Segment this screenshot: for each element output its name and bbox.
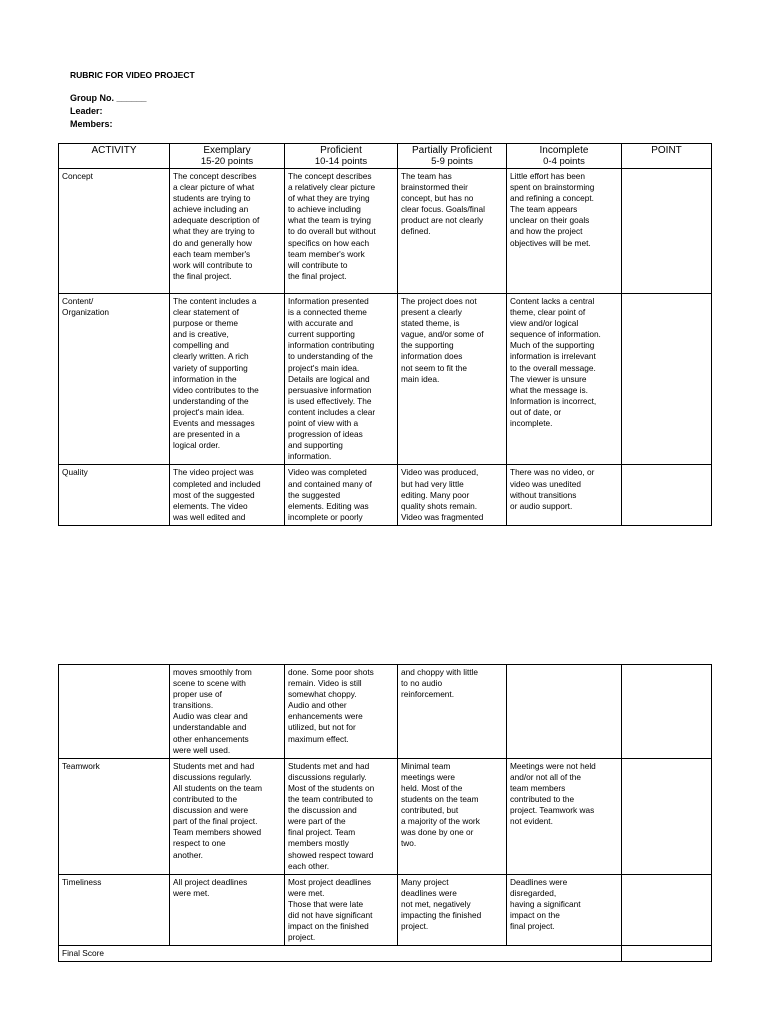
quality-proficient: Video was completed and contained many of the suggested elements. Editing was incomplete or poorly	[285, 465, 398, 525]
content-incomplete: Content lacks a central theme, clear point of view and/or logical sequence of information. Much of the supporting information is irrelevant to the overall message. The viewer is unsure what the message is. Information is incorrect, out of date, or incomplete.	[507, 294, 622, 465]
quality-partially-proficient: Video was produced, but had very little editing. Many poor quality shots remain. Video was fragmented	[398, 465, 507, 525]
header-partially-proficient-points: 5-9 points	[431, 156, 473, 167]
content-exemplary: The content includes a clear statement of purpose or theme and is creative, compelling and clearly written. A rich variety of supporting information in the video contributes to the understanding of the project's main idea. Events and messages are presented in a logical order.	[170, 294, 285, 465]
table-row	[59, 465, 712, 525]
content-point-cell[interactable]	[622, 294, 712, 465]
header-exemplary: Exemplary 15-20 points	[170, 144, 285, 169]
activity-quality: Quality	[59, 465, 170, 525]
timeliness-exemplary: All project deadlines were met.	[170, 874, 285, 946]
quality-incomplete-continued	[507, 665, 622, 759]
final-score-row	[59, 946, 712, 962]
content-proficient: Information presented is a connected theme with accurate and current supporting information contributing to understanding of the project's main idea. Details are logical and persuasive information is used effectively. The content includes a clear point of view with a progression of ideas and supporting information.	[285, 294, 398, 465]
quality-point-cell-continued[interactable]	[622, 665, 712, 759]
timeliness-incomplete: Deadlines were disregarded, having a significant impact on the final project.	[507, 874, 622, 946]
quality-partially-proficient-continued: and choppy with little to no audio reinforcement.	[398, 665, 507, 759]
table-row	[59, 665, 712, 759]
header-incomplete: Incomplete 0-4 points	[507, 144, 622, 169]
header-incomplete-points: 0-4 points	[543, 156, 585, 167]
quality-point-cell[interactable]	[622, 465, 712, 525]
header-proficient-points: 10-14 points	[314, 156, 368, 167]
header-point: POINT	[622, 144, 712, 169]
group-number-label: Group No. ______	[70, 93, 147, 103]
teamwork-point-cell[interactable]	[622, 758, 712, 874]
concept-point-cell[interactable]	[622, 169, 712, 294]
quality-exemplary: The video project was completed and included most of the suggested elements. The video was well edited and	[170, 465, 285, 525]
timeliness-point-cell[interactable]	[622, 874, 712, 946]
quality-proficient-continued: done. Some poor shots remain. Video is still somewhat choppy. Audio and other enhancements were utilized, but not for maximum effect.	[285, 665, 398, 759]
header-partially-proficient: Partially Proficient 5-9 points	[398, 144, 507, 169]
activity-content-organization: Content/ Organization	[59, 294, 170, 465]
table-row	[59, 169, 712, 294]
final-score-label: Final Score	[59, 946, 622, 962]
concept-partially-proficient: The team has brainstormed their concept, but has no clear focus. Goals/final product are not clearly defined.	[398, 169, 507, 294]
rubric-header-row	[59, 144, 712, 169]
leader-label: Leader:	[70, 106, 103, 116]
document-header	[70, 70, 195, 131]
concept-exemplary: The concept describes a clear picture of what students are trying to achieve including an adequate description of what they are trying to do and generally how each team member's work will contribute to the final project.	[170, 169, 285, 294]
header-proficient: Proficient 10-14 points	[285, 144, 398, 169]
activity-teamwork: Teamwork	[59, 758, 170, 874]
timeliness-partially-proficient: Many project deadlines were not met, negatively impacting the finished project.	[398, 874, 507, 946]
rubric-table-page-2	[58, 664, 712, 962]
teamwork-incomplete: Meetings were not held and/or not all of the team members contributed to the project. Teamwork was not evident.	[507, 758, 622, 874]
table-row	[59, 294, 712, 465]
teamwork-proficient: Students met and had discussions regularly. Most of the students on the team contributed to the discussion and were part of the final project. Team members mostly showed respect toward each other.	[285, 758, 398, 874]
table-row	[59, 874, 712, 946]
activity-concept: Concept	[59, 169, 170, 294]
header-exemplary-points: 15-20 points	[200, 156, 254, 167]
rubric-table-page-1	[58, 143, 712, 526]
concept-proficient: The concept describes a relatively clear picture of what they are trying to achieve including what the team is trying to do overall but without specifics on how each team member's work will contribute to the final project.	[285, 169, 398, 294]
quality-incomplete: There was no video, or video was unedited without transitions or audio support.	[507, 465, 622, 525]
teamwork-exemplary: Students met and had discussions regularly. All students on the team contributed to the discussion and were part of the final project. Team members showed respect to one another.	[170, 758, 285, 874]
table-row	[59, 758, 712, 874]
activity-quality-continued	[59, 665, 170, 759]
teamwork-partially-proficient: Minimal team meetings were held. Most of the students on the team contributed, but a majority of the work was done by one or two.	[398, 758, 507, 874]
final-score-value-cell[interactable]	[622, 946, 712, 962]
content-partially-proficient: The project does not present a clearly stated theme, is vague, and/or some of the supporting information does not seem to fit the main idea.	[398, 294, 507, 465]
header-activity: ACTIVITY	[59, 144, 170, 169]
activity-timeliness: Timeliness	[59, 874, 170, 946]
document-title: RUBRIC FOR VIDEO PROJECT	[70, 70, 195, 80]
concept-incomplete: Little effort has been spent on brainstorming and refining a concept. The team appears unclear on their goals and how the project objectives will be met.	[507, 169, 622, 294]
quality-exemplary-continued: moves smoothly from scene to scene with proper use of transitions. Audio was clear and understandable and other enhancements were well used.	[170, 665, 285, 759]
timeliness-proficient: Most project deadlines were met. Those that were late did not have significant impact on the finished project.	[285, 874, 398, 946]
members-label: Members:	[70, 119, 113, 129]
